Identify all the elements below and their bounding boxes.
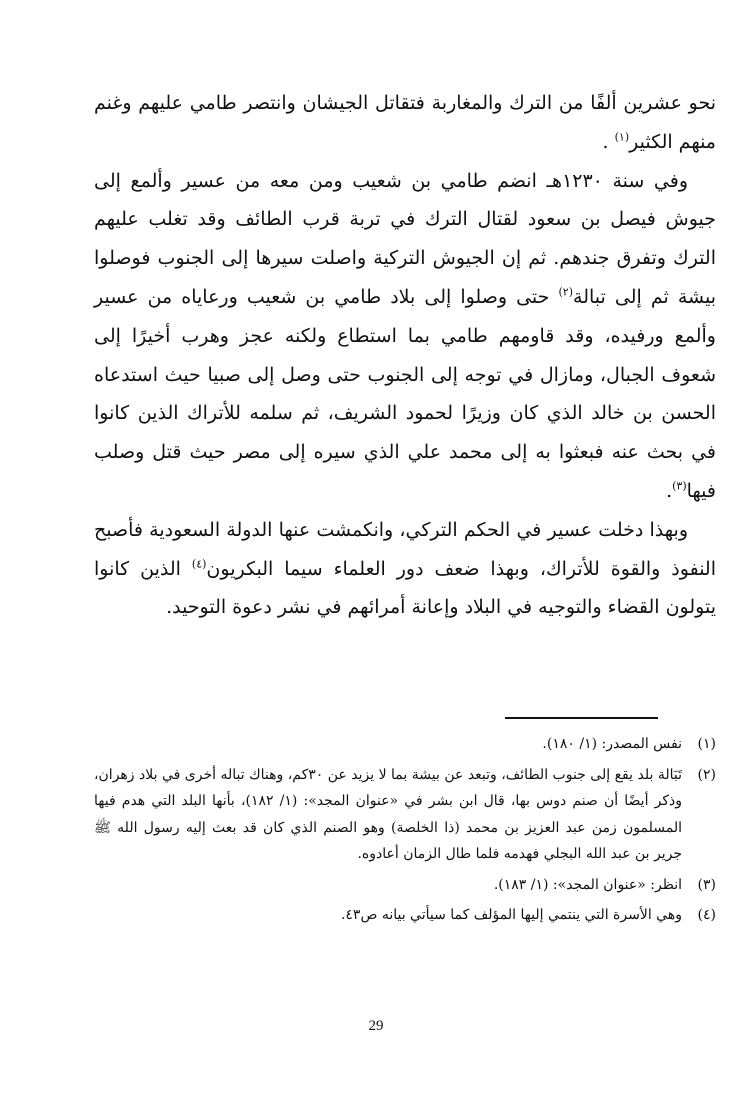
paragraph-text: وفي سنة ١٢٣٠هـ انضم طامي بن شعيب ومن معه من عسير وألمع إلى جيوش فيصل بن سعود لقتال الترك في تربة قرب الطائف وقد تغلب عليهم الترك وتفرق جندهم. ثم إن الجيوش التركية واصلت سيرها إلى الجنوب فوصلوا بيشة ثم إلى تبالة [94,169,716,308]
footnote-number: (٤) [697,907,716,923]
footnote-reference: (٤) [191,557,207,571]
paragraph-text: حتى وصلوا إلى بلاد طامي بن شعيب ورعاياه من عسير وألمع ورفيده، وقد قاومهم طامي بما استطاع ولكنه عجز وهرب أخيرًا إلى شعوف الجبال، ومازال في توجه إلى الجنوب حتى وصل إلى صبيا حيث استدعاه الحسن بن خالد الذي كان وزيرًا لحمود الشريف، ثم سلمه للأتراك الذين كانوا في بحث عنه فبعثوا به إلى محمد علي الذي سيره إلى مصر حيث قتل وصلب فيها [94,285,716,502]
footnote-4 [94,902,716,929]
paragraph-text: . [666,479,673,502]
paragraph-3 [94,511,716,627]
paragraph-text: الذين كانوا يتولون القضاء والتوجيه في البلاد وإعانة أمرائهم في نشر دعوة التوحيد. [94,557,716,619]
footnotes [94,731,716,933]
paragraph-text: . [602,130,609,153]
paragraph-2 [94,162,716,511]
page-number: 29 [368,1018,384,1034]
paragraph-text: وبهذا دخلت عسير في الحكم التركي، وانكمشت عنها الدولة السعودية فأصبح النفوذ والقوة للأتراك، وبهذا ضعف دور العلماء سيما البكريون [94,518,716,580]
footnote-1 [94,731,716,758]
footnote-reference: (١) [614,130,630,144]
footnote-text: وهي الأسرة التي ينتمي إليها المؤلف كما سيأتي بيانه ص٤٣. [340,907,682,923]
footnote-number: (١) [697,736,716,752]
paragraph-text: نحو عشرين ألفًا من الترك والمغاربة فتقاتل الجيشان وانتصر طامي عليهم وغنم منهم الكثير [94,92,716,153]
footnote-number: (٢) [697,766,716,783]
main-text [94,84,716,627]
footnote-number: (٣) [697,876,716,893]
footnote-text: انظر: «عنوان المجد»: (١/ ١٨٣). [493,876,682,893]
footnote-3 [94,872,716,899]
footnote-separator [505,717,658,719]
footnote-text: نفس المصدر: (١/ ١٨٠). [542,736,682,752]
footnote-reference: (٢) [558,285,574,299]
footnote-text: تَبَالة بلد يقع إلى جنوب الطائف، وتبعد عن بيشة بما لا يزيد عن ٣٠كم، وهناك تباله أخرى في بلاد زهران، وذكر أيضًا أن صنم دوس بها، قال ابن بشر في «عنوان المجد»: (١/ ١٨٢)، بأنها البلد التي هدم فيها المسلمون زمن عبد العزيز بن محمد (ذا الخلصة) وهو الصنم الذي كان قد بعث إليه رسول الله ﷺ جرير بن عبد الله البجلي فهدمه فلما طال الزمان أعادوه. [94,766,682,862]
footnote-2 [94,762,716,868]
paragraph-1 [94,84,716,162]
footnote-reference: (٣) [672,479,687,493]
